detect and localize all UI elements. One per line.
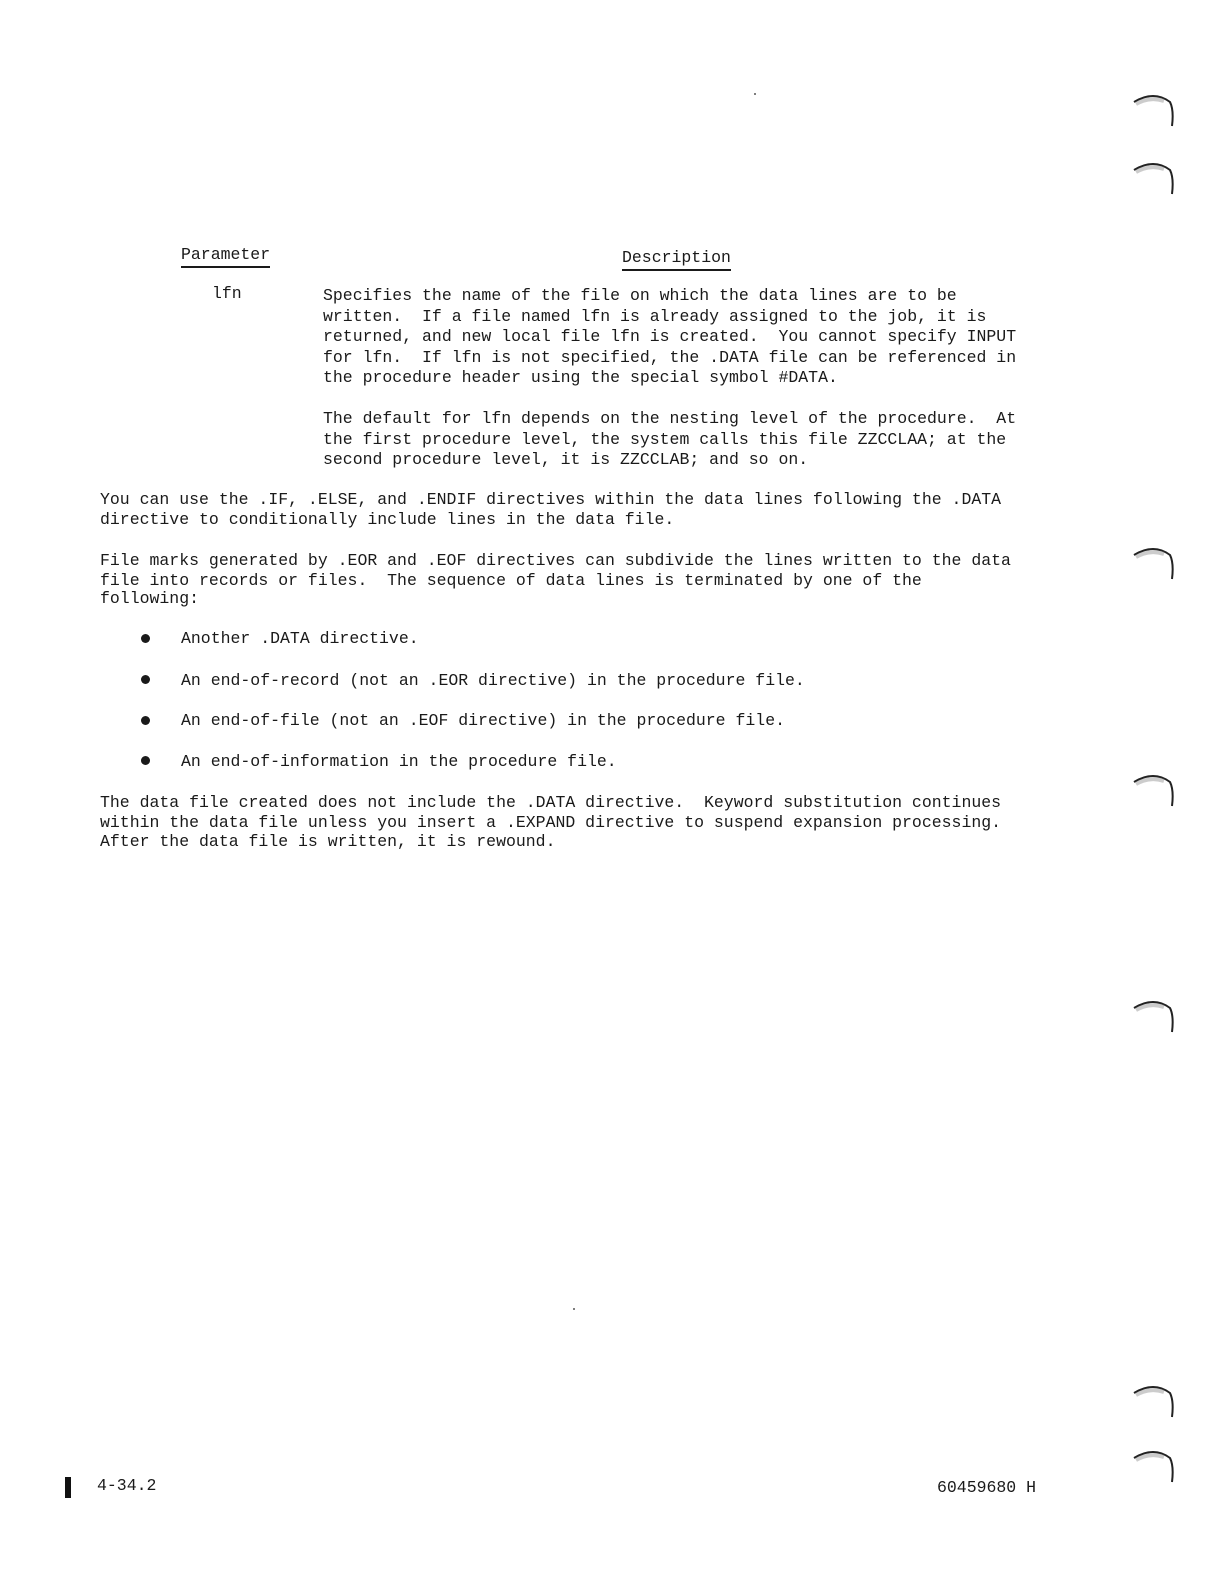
punch-hole-mark xyxy=(1130,92,1180,132)
text-line: written. If a file named lfn is already assigned to the job, it is xyxy=(323,307,987,326)
text-line: After the data file is written, it is rewound. xyxy=(100,832,556,851)
list-item-text: An end-of-record (not an .EOR directive) in the procedure file. xyxy=(181,671,805,690)
list-item-text: Another .DATA directive. xyxy=(181,629,419,648)
text-line: You can use the .IF, .ELSE, and .ENDIF directives within the data lines following the .DATA xyxy=(100,490,1002,509)
punch-hole-mark xyxy=(1130,772,1180,812)
document-number: 60459680 H xyxy=(937,1478,1037,1497)
punch-hole-mark xyxy=(1130,545,1180,585)
bullet-icon xyxy=(141,756,150,765)
punch-hole-mark xyxy=(1130,160,1180,200)
text-line: for lfn. If lfn is not specified, the .DATA file can be referenced in xyxy=(323,348,1017,367)
text-line: following: xyxy=(100,589,200,608)
scan-speck xyxy=(573,1308,575,1310)
bullet-icon xyxy=(141,716,150,725)
change-bar xyxy=(65,1477,71,1498)
page-number: 4-34.2 xyxy=(97,1476,157,1495)
text-line: The data file created does not include the .DATA directive. Keyword substitution continues xyxy=(100,793,1002,812)
text-line: returned, and new local file lfn is created. You cannot specify INPUT xyxy=(323,327,1017,346)
bullet-icon xyxy=(141,675,150,684)
punch-hole-mark xyxy=(1130,998,1180,1038)
description-column-header: Description xyxy=(622,248,731,271)
punch-hole-mark xyxy=(1130,1448,1180,1488)
text-line: directive to conditionally include lines in the data file. xyxy=(100,510,675,529)
list-item-text: An end-of-file (not an .EOF directive) in the procedure file. xyxy=(181,711,785,730)
punch-hole-mark xyxy=(1130,1383,1180,1423)
text-line: the first procedure level, the system calls this file ZZCCLAA; at the xyxy=(323,430,1007,449)
text-line: second procedure level, it is ZZCCLAB; and so on. xyxy=(323,450,809,469)
text-line: file into records or files. The sequence of data lines is terminated by one of the xyxy=(100,571,922,590)
text-line: File marks generated by .EOR and .EOF directives can subdivide the lines written to the data xyxy=(100,551,1011,570)
list-item-text: An end-of-information in the procedure file. xyxy=(181,752,617,771)
scan-speck xyxy=(754,93,756,95)
parameter-name-lfn: lfn xyxy=(212,284,242,303)
text-line: within the data file unless you insert a .EXPAND directive to suspend expansion processing. xyxy=(100,813,1002,832)
text-line: Specifies the name of the file on which the data lines are to be xyxy=(323,286,957,305)
parameter-column-header: Parameter xyxy=(181,245,270,268)
text-line: the procedure header using the special symbol #DATA. xyxy=(323,368,838,387)
text-line: The default for lfn depends on the nesting level of the procedure. At xyxy=(323,409,1017,428)
bullet-icon xyxy=(141,634,150,643)
